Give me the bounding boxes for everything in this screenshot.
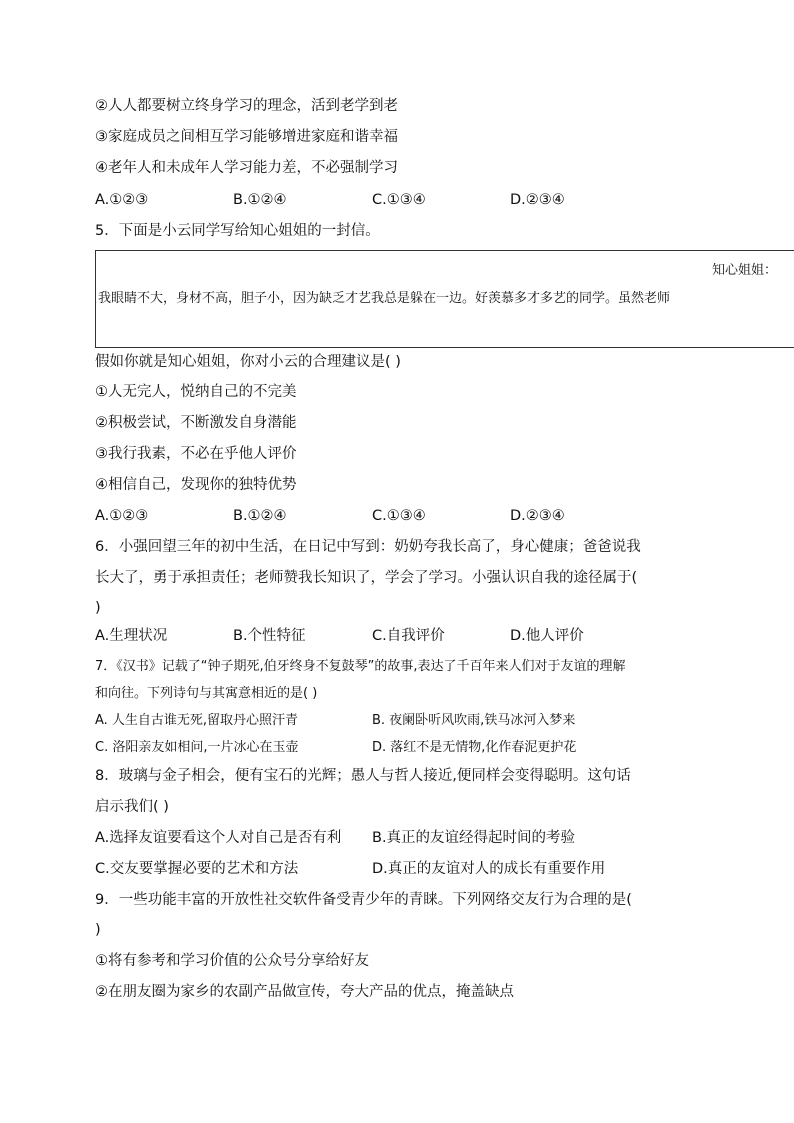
q5-stem: 5．下面是小云同学写给知心姐姐的一封信。 — [95, 223, 380, 239]
q4-statement-2: ②人人都要树立终身学习的理念，活到老学到老 — [95, 98, 398, 114]
q6-line-3: ) — [95, 600, 101, 616]
q5-statement-2: ②积极尝试，不断激发自身潜能 — [95, 415, 297, 431]
q7-option-c: C. 洛阳亲友如相问,一片冰心在玉壶 — [95, 740, 299, 755]
q4-option-a: A.①②③ — [95, 192, 149, 208]
q6-option-d: D.他人评价 — [510, 628, 584, 644]
q7-option-b: B. 夜阑卧听风吹雨,铁马冰河入梦来 — [372, 713, 576, 728]
q5-letter-body: 我眼睛不大，身材不高，胆子小，因为缺乏才艺我总是躲在一边。好羡慕多才多艺的同学。虽然老师 — [98, 291, 671, 306]
q8-option-a: A.选择友谊要看这个人对自己是否有利 — [95, 830, 342, 846]
q7-line-2: 和向往。下列诗句与其寓意相近的是( ) — [95, 686, 318, 701]
q5-letter-box — [95, 250, 794, 348]
q8-option-d: D.真正的友谊对人的成长有重要作用 — [372, 861, 606, 877]
q9-line-2: ) — [95, 922, 101, 938]
q4-statement-4: ④老年人和未成年人学习能力差，不必强制学习 — [95, 160, 398, 176]
q5-statement-3: ③我行我素，不必在乎他人评价 — [95, 446, 297, 462]
q5-question: 假如你就是知心姐姐，你对小云的合理建议是( ) — [95, 354, 401, 370]
q8-line-1: 8．玻璃与金子相会，便有宝石的光辉；愚人与哲人接近,便同样会变得聪明。这句话 — [95, 768, 631, 784]
q5-option-c: C.①③④ — [372, 508, 426, 524]
q4-statement-3: ③家庭成员之间相互学习能够增进家庭和谐幸福 — [95, 129, 398, 145]
q4-option-b: B.①②④ — [233, 192, 287, 208]
q6-option-c: C.自我评价 — [372, 628, 445, 644]
q5-statement-1: ①人无完人，悦纳自己的不完美 — [95, 384, 297, 400]
q9-line-1: 9．一些功能丰富的开放性社交软件备受青少年的青睐。下列网络交友行为合理的是( — [95, 892, 632, 908]
q9-statement-2: ②在朋友圈为家乡的农副产品做宣传，夸大产品的优点，掩盖缺点 — [95, 984, 514, 1000]
q5-statement-4: ④相信自己，发现你的独特优势 — [95, 477, 297, 493]
q7-option-a: A. 人生自古谁无死,留取丹心照汗青 — [95, 713, 299, 728]
q6-line-1: 6．小强回望三年的初中生活，在日记中写到：奶奶夸我长高了，身心健康；爸爸说我 — [95, 539, 641, 555]
q7-line-1: 7．《汉书》记载了“钟子期死,伯牙终身不复鼓琴”的故事,表达了千百年来人们对于友谊的理解 — [95, 659, 626, 674]
q5-option-a: A.①②③ — [95, 508, 149, 524]
q5-letter-greeting: 知心姐姐： — [711, 263, 777, 278]
q4-option-d: D.②③④ — [510, 192, 565, 208]
q5-option-d: D.②③④ — [510, 508, 565, 524]
q5-option-b: B.①②④ — [233, 508, 287, 524]
q6-option-a: A.生理状况 — [95, 628, 168, 644]
q7-option-d: D. 落红不是无情物,化作春泥更护花 — [372, 740, 577, 755]
q8-line-2: 启示我们( ) — [95, 799, 169, 815]
q8-option-b: B.真正的友谊经得起时间的考验 — [372, 830, 576, 846]
q6-line-2: 长大了，勇于承担责任；老师赞我长知识了，学会了学习。小强认识自我的途径属于( — [95, 570, 638, 586]
q8-option-c: C.交友要掌握必要的艺术和方法 — [95, 861, 299, 877]
q4-option-c: C.①③④ — [372, 192, 426, 208]
q9-statement-1: ①将有参考和学习价值的公众号分享给好友 — [95, 953, 369, 969]
q6-option-b: B.个性特征 — [233, 628, 306, 644]
